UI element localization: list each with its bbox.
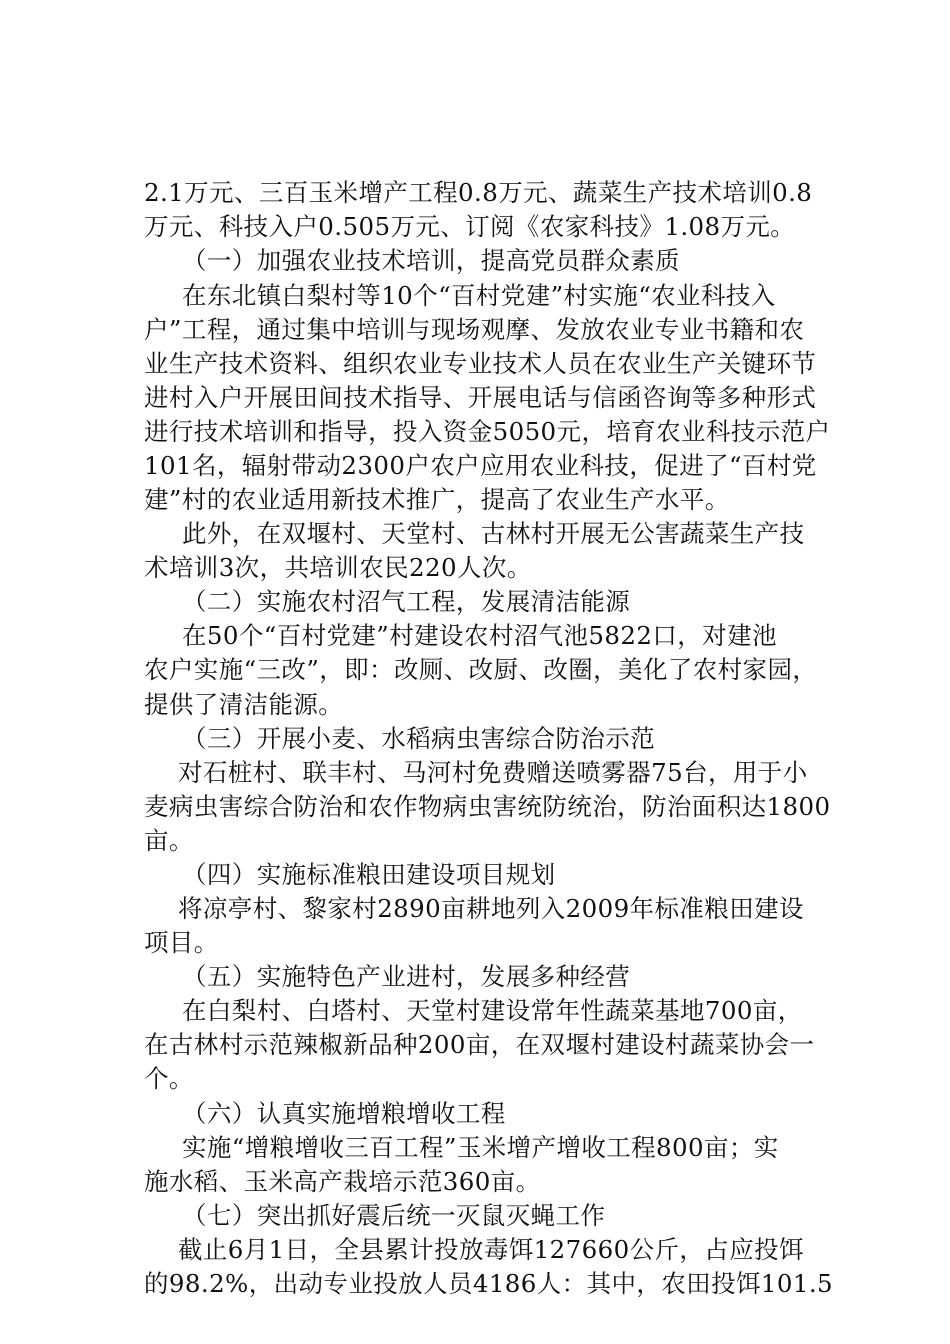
text-line: 术培训3次，共培训农民220人次。: [144, 553, 532, 582]
text-line: 业生产技术资料、组织农业专业技术人员在农业生产关键环节: [144, 349, 817, 378]
section-heading: （五）实施特色产业进村，发展多种经营: [182, 962, 631, 991]
text-line: 万元、科技入户0.505万元、订阅《农家科技》1.08万元。: [144, 212, 796, 241]
section-heading: （一）加强农业技术培训，提高党员群众素质: [182, 246, 680, 275]
section-heading: （七）突出抓好震后统一灭鼠灭蝇工作: [182, 1201, 606, 1230]
text-line: 个。: [144, 1064, 194, 1093]
text-line: 对石桩村、联丰村、马河村免费赠送喷雾器75台，用于小: [178, 758, 808, 787]
text-line: 此外，在双堰村、天堂村、古林村开展无公害蔬菜生产技: [182, 519, 805, 548]
text-line: 2.1万元、三百玉米增产工程0.8万元、蔬菜生产技术培训0.8: [144, 178, 813, 207]
text-line: 麦病虫害综合防治和农作物病虫害统防统治，防治面积达1800: [144, 792, 831, 821]
text-line: 在50个“百村党建”村建设农村沼气池5822口，对建池: [182, 621, 777, 650]
text-line: 101名，辐射带动2300户农户应用农业科技，促进了“百村党: [144, 451, 817, 480]
text-line: 进村入户开展田间技术指导、开展电话与信函咨询等多种形式: [144, 383, 817, 412]
section-heading: （二）实施农村沼气工程，发展清洁能源: [182, 587, 631, 616]
text-line: 亩。: [144, 826, 194, 855]
text-line: 建”村的农业适用新技术推广，提高了农业生产水平。: [144, 485, 730, 514]
text-line: 提供了清洁能源。: [144, 690, 344, 719]
text-line: 截止6月1日，全县累计投放毒饵127660公斤，占应投饵: [178, 1235, 804, 1264]
text-line: 农户实施“三改”，即：改厕、改厨、改圈，美化了农村家园，: [144, 655, 818, 684]
section-heading: （六）认真实施增粮增收工程: [182, 1099, 506, 1128]
text-line: 的98.2%，出动专业投放人员4186人：其中，农田投饵101.5: [144, 1269, 834, 1298]
text-line: 在白梨村、白塔村、天堂村建设常年性蔬菜基地700亩，: [182, 996, 803, 1025]
text-line: 施水稻、玉米高产栽培示范360亩。: [144, 1167, 541, 1196]
text-line: 在古林村示范辣椒新品种200亩，在双堰村建设村蔬菜协会一: [144, 1030, 815, 1059]
text-line: 项目。: [144, 928, 219, 957]
section-heading: （三）开展小麦、水稻病虫害综合防治示范: [182, 724, 656, 753]
text-line: 将凉亭村、黎家村2890亩耕地列入2009年标准粮田建设: [178, 894, 804, 923]
text-line: 户”工程，通过集中培训与现场观摩、发放农业专业书籍和农: [144, 315, 805, 344]
section-heading: （四）实施标准粮田建设项目规划: [182, 860, 556, 889]
text-line: 在东北镇白梨村等10个“百村党建”村实施“农业科技入: [182, 281, 776, 310]
text-line: 进行技术培训和指导，投入资金5050元，培育农业科技示范户: [144, 417, 831, 446]
text-line: 实施“增粮增收三百工程”玉米增产增收工程800亩；实: [182, 1133, 779, 1162]
